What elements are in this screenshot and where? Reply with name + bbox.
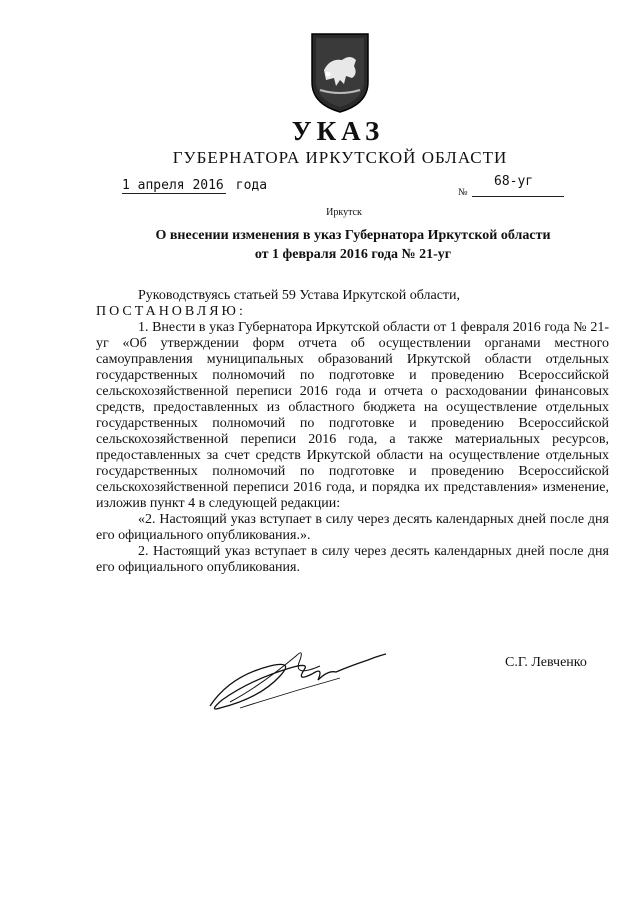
preamble: Руководствуясь статьей 59 Устава Иркутской области,	[138, 288, 461, 303]
decree-date	[122, 178, 267, 194]
clause-1: 1. Внести в указ Губернатора Иркутской области от 1 февраля 2016 года № 21-уг «Об утверждении форм отчета об осуществлении органами местного самоуправления муниципальных образований Иркутской области отдельных государственных полномочий по подготовке и проведению Всероссийской сельскохозяйственной переписи 2016 года и отчета о расходовании финансовых средств, предоставленных из областного бюджета на осуществление отдельных государственных полномочий по подготовке и проведению Всероссийской сельскохозяйственной переписи 2016 года, а также материальных ресурсов, предоставленных за счет средств Иркутской области на осуществление отдельных государственных полномочий по подготовке и проведению Всероссийской сельскохозяйственной переписи 2016 года, и порядка их представления» изменение, изложив пункт 4 в следующей редакции:	[96, 320, 609, 511]
signature-image	[200, 636, 390, 716]
date-value: 1 апреля 2016	[122, 178, 224, 193]
decree-word: ПОСТАНОВЛЯЮ:	[96, 304, 246, 319]
city-label: Иркутск	[326, 207, 362, 218]
date-suffix: года	[235, 178, 268, 193]
signatory-name: С.Г. Левченко	[505, 655, 587, 670]
number-sign: №	[458, 187, 468, 198]
subject-line-2: от 1 февраля 2016 года № 21-уг	[254, 247, 452, 262]
decree-subject	[118, 226, 588, 264]
decree-body	[96, 288, 609, 576]
coat-of-arms-icon	[306, 30, 374, 114]
quoted-clause: «2. Настоящий указ вступает в силу через десять календарных дней после дня его официального опубликования.».	[96, 512, 609, 543]
clause-2: 2. Настоящий указ вступает в силу через десять календарных дней после дня его официального опубликования.	[96, 544, 609, 575]
subject-line-1: О внесении изменения в указ Губернатора Иркутской области	[155, 228, 551, 243]
number-value: 68-уг	[472, 174, 564, 197]
decree-title: УКАЗ	[291, 116, 385, 146]
issuer-title: ГУБЕРНАТОРА ИРКУТСКОЙ ОБЛАСТИ	[172, 148, 508, 167]
